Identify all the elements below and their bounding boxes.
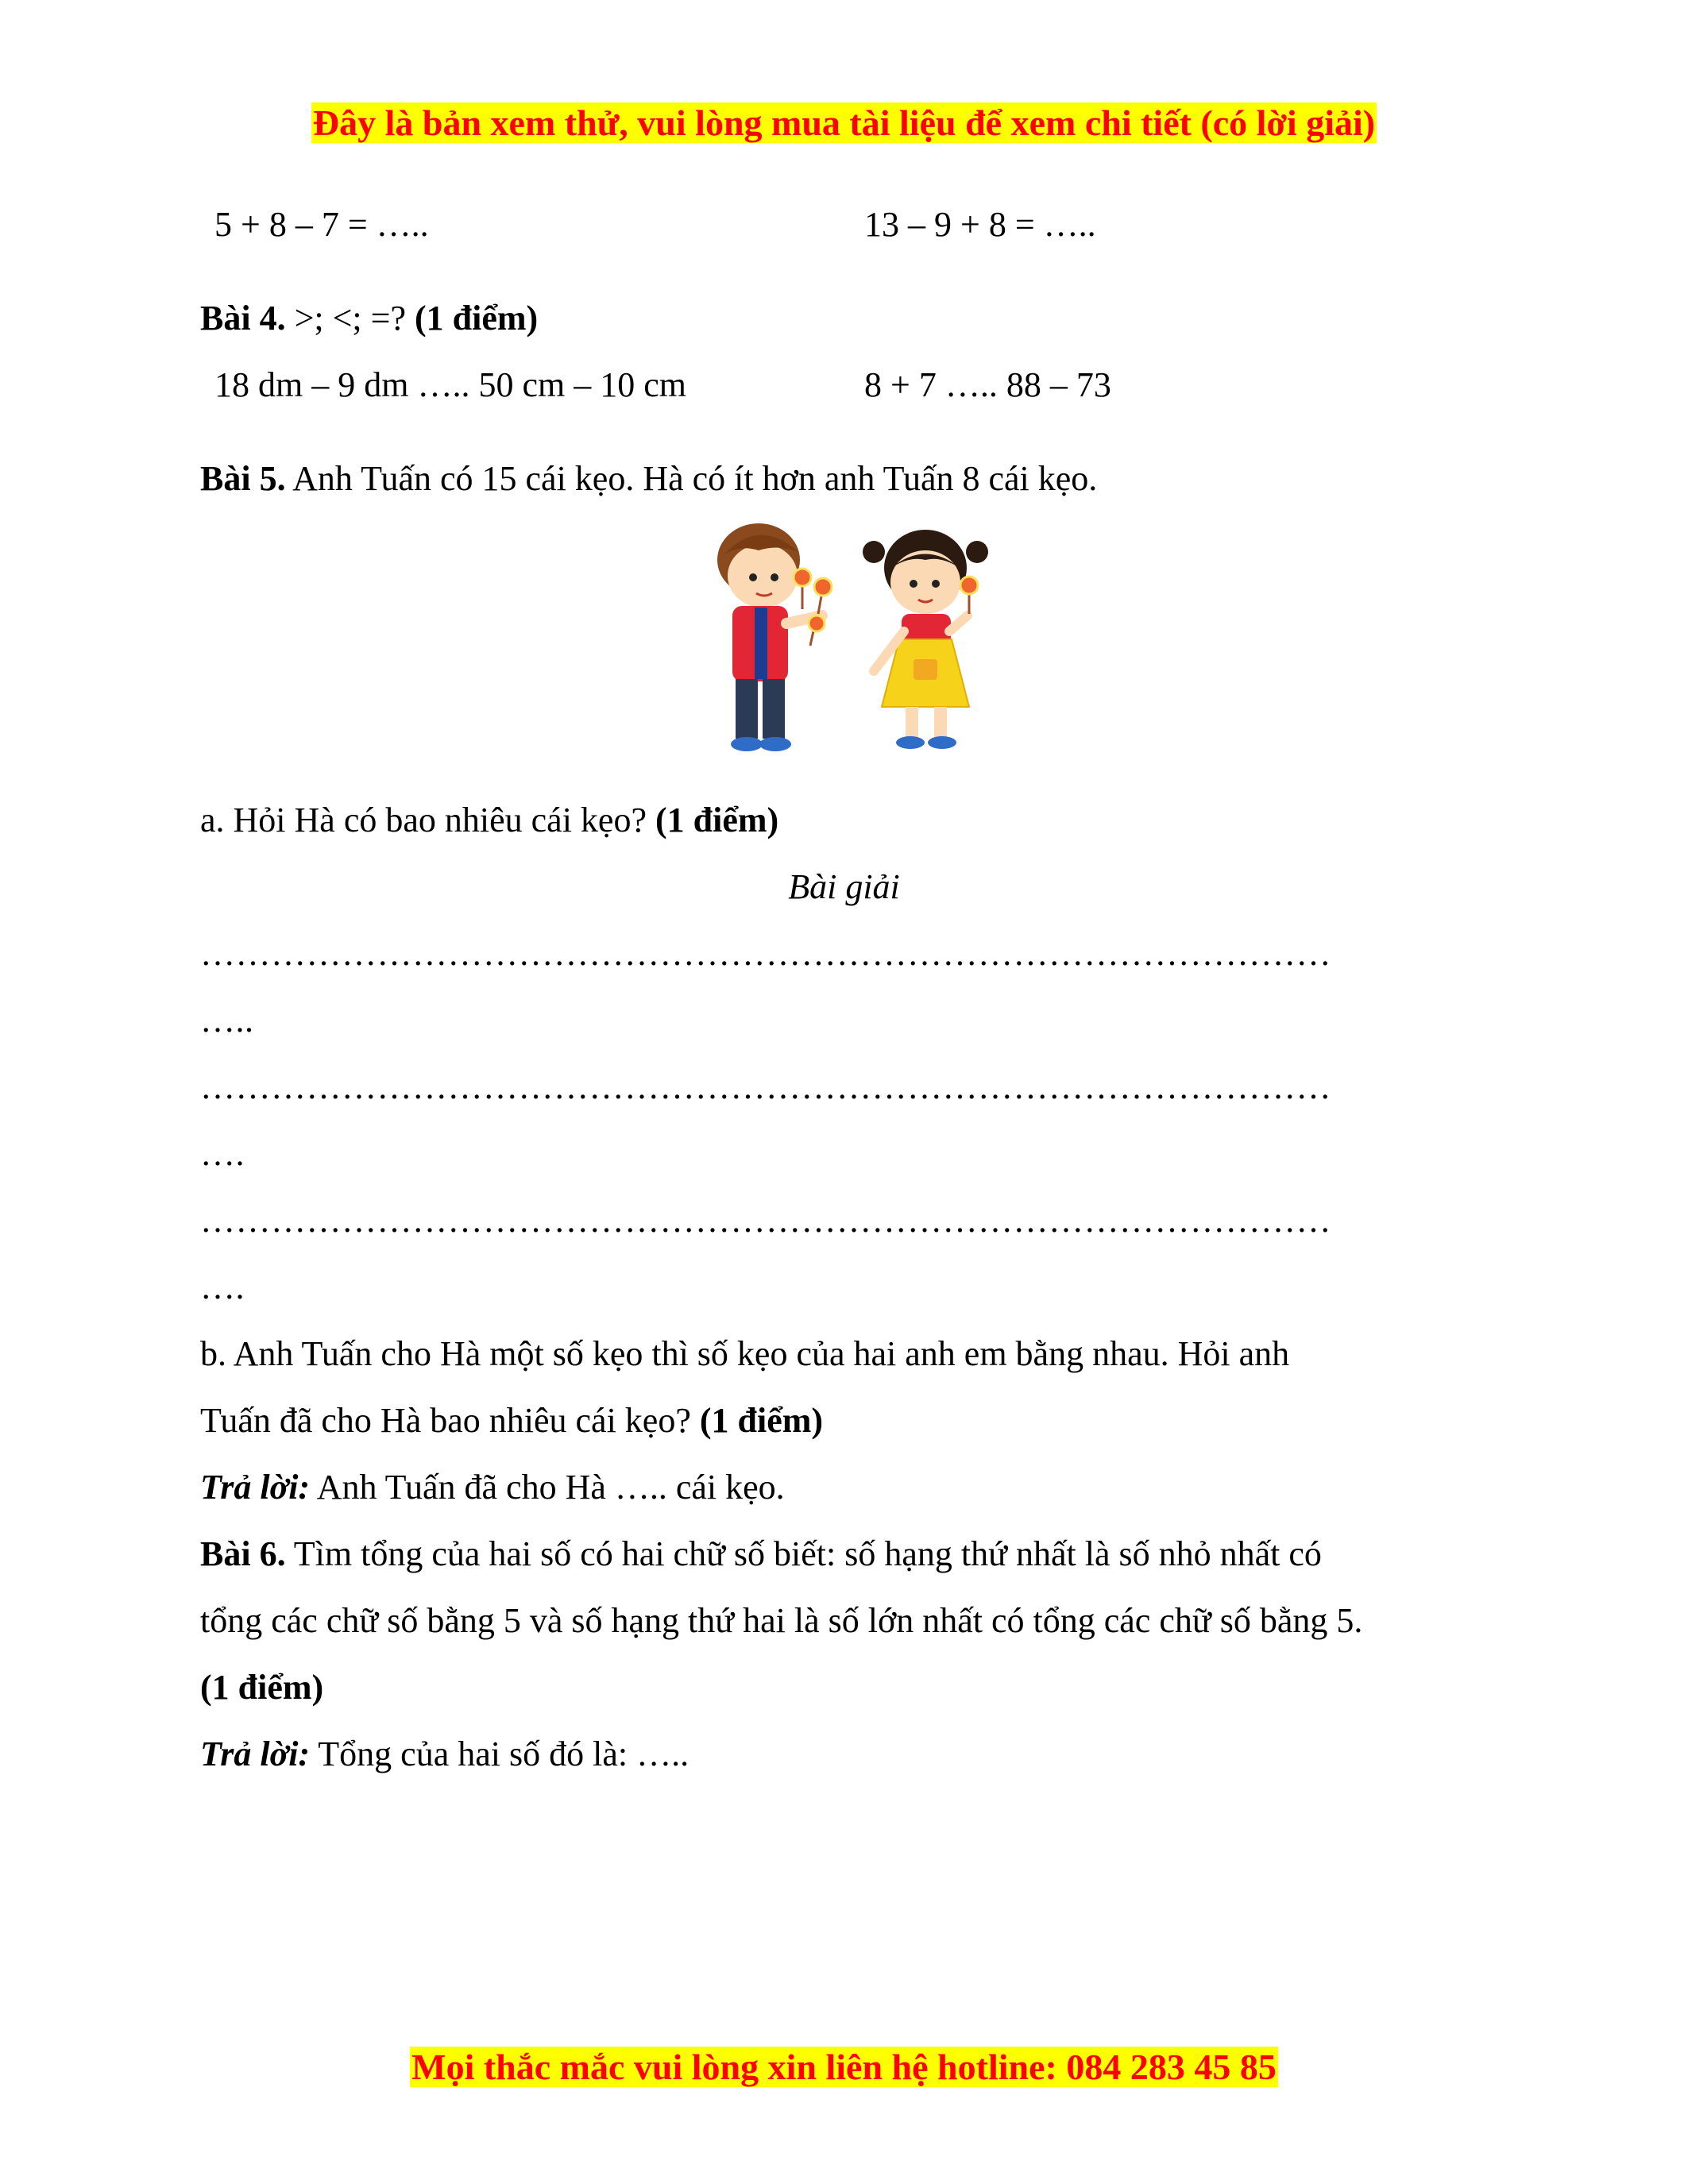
bai6-line-2: tổng các chữ số bằng 5 và số hạng thứ hai là số lớn nhất có tổng các chữ số bằng 5. — [200, 1601, 1363, 1640]
bai5a-text: a. Hỏi Hà có bao nhiêu cái kẹo? — [200, 801, 655, 839]
bai5-heading — [200, 457, 1097, 500]
girl-figure — [863, 530, 988, 749]
bai4-compare-right: 8 + 7 ….. 88 – 73 — [864, 365, 1111, 404]
bai6-label: Bài 6. — [200, 1534, 286, 1573]
boy-figure — [717, 523, 832, 751]
bai6-points: (1 điểm) — [200, 1668, 324, 1707]
bai4-points: (1 điểm) — [415, 299, 539, 338]
bai4-heading — [200, 297, 538, 340]
bai5b-line-1: b. Anh Tuấn cho Hà một số kẹo thì số kẹo của hai anh em bằng nhau. Hỏi anh — [200, 1334, 1290, 1373]
bai6-answer-label: Trả lời: — [200, 1734, 311, 1773]
bai4-text: >; <; =? — [285, 299, 415, 338]
hotline-text: Mọi thắc mắc vui lòng xin liên hệ hotline: 084 283 45 85 — [411, 2047, 1277, 2087]
bai4-label: Bài 4. — [200, 299, 286, 338]
bai5a-question — [200, 799, 778, 842]
bai6-text-1: Tìm tổng của hai số có hai chữ số biết: số hạng thứ nhất là số nhỏ nhất có — [285, 1534, 1322, 1573]
bai5b-line-2 — [200, 1399, 823, 1442]
answer-dots-tail-2: …. — [200, 1134, 245, 1173]
solution-title: Bài giải — [788, 867, 900, 906]
bai6-points-line — [200, 1666, 323, 1709]
children-lollipop-illustration — [683, 520, 1017, 762]
preview-notice-text: Đây là bản xem thử, vui lòng mua tài liệu để xem chi tiết (có lời giải) — [312, 102, 1376, 143]
bai5b-answer-label: Trả lời: — [200, 1468, 311, 1507]
answer-dots-tail-3: …. — [200, 1268, 245, 1306]
bai5b-text: Tuấn đã cho Hà bao nhiêu cái kẹo? — [200, 1401, 700, 1440]
bai5b-answer — [200, 1466, 785, 1509]
preview-notice-banner — [0, 102, 1688, 145]
bai5b-points: (1 điểm) — [699, 1401, 824, 1440]
bai4-compare-left: 18 dm – 9 dm ….. 50 cm – 10 cm — [214, 365, 686, 404]
bai6-answer — [200, 1733, 689, 1776]
bai5-text: Anh Tuấn có 15 cái kẹo. Hà có ít hơn anh Tuấn 8 cái kẹo. — [285, 459, 1098, 498]
bai6-answer-text: Tổng của hai số đó là: ….. — [310, 1734, 689, 1773]
answer-dots-line-1: …………………………………………………………………………………… — [200, 934, 1331, 973]
expression-right: 13 – 9 + 8 = ….. — [864, 205, 1096, 244]
expression-left: 5 + 8 – 7 = ….. — [214, 205, 429, 244]
bai5-label: Bài 5. — [200, 459, 286, 498]
answer-dots-line-3: …………………………………………………………………………………… — [200, 1201, 1331, 1240]
bai5b-answer-text: Anh Tuấn đã cho Hà ….. cái kẹo. — [310, 1468, 785, 1507]
hotline-banner — [0, 2046, 1688, 2089]
answer-dots-line-2: …………………………………………………………………………………… — [200, 1067, 1331, 1106]
answer-dots-tail-1: ….. — [200, 1001, 254, 1040]
bai6-line-1 — [200, 1533, 1322, 1576]
bai5a-points: (1 điểm) — [655, 801, 779, 839]
